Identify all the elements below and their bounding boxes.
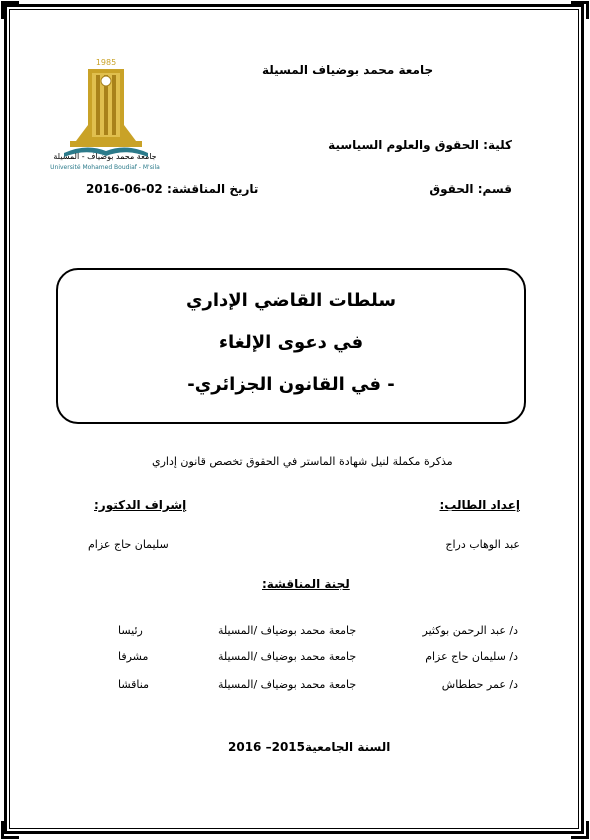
- student-name: عبد الوهاب دراج: [445, 538, 520, 551]
- committee-member-name: د/ عبد الرحمن بوكثير: [422, 624, 518, 637]
- supervisor-name: سليمان حاج عزام: [88, 538, 169, 551]
- committee-title: لجنة المناقشة:: [262, 577, 350, 591]
- title-line-2: في دعوى الإلغاء: [218, 332, 364, 353]
- student-label: إعداد الطالب:: [439, 498, 520, 512]
- committee-member-name: د/ عمر حططاش: [441, 678, 518, 691]
- thesis-subtitle: مذكرة مكملة لنيل شهادة الماستر في الحقوق تخصص قانون إداري: [152, 455, 453, 468]
- academic-year: السنة الجامعية2015– 2016: [228, 740, 391, 754]
- university-logo: [46, 55, 166, 180]
- title-line-3: - في القانون الجزائري-: [187, 374, 395, 395]
- faculty-name: كلية: الحقوق والعلوم السياسية: [328, 138, 512, 152]
- university-name: جامعة محمد بوضياف المسيلة: [262, 63, 434, 77]
- corner-ornament: [1, 821, 19, 839]
- committee-member-role: مشرفا: [118, 650, 149, 663]
- title-box: [56, 268, 526, 424]
- logo-caption-ar: جامعة محمد بوضياف - المسيلة: [53, 152, 157, 161]
- corner-ornament: [571, 821, 589, 839]
- committee-member-name: د/ سليمان حاج عزام: [425, 650, 518, 663]
- corner-ornament: [571, 1, 589, 19]
- corner-ornament: [1, 1, 19, 19]
- committee-member-institution: جامعة محمد بوضياف /المسيلة: [218, 678, 357, 691]
- logo-year: 1985: [95, 58, 117, 67]
- defense-date: تاريخ المناقشة: 02-06-2016: [86, 182, 259, 196]
- committee-member-role: رئيسا: [118, 624, 143, 637]
- department-name: قسم: الحقوق: [429, 182, 512, 196]
- title-line-1: سلطات القاضي الإداري: [185, 290, 397, 311]
- committee-member-institution: جامعة محمد بوضياف /المسيلة: [218, 650, 357, 663]
- supervisor-label: إشراف الدكتور:: [94, 498, 187, 512]
- committee-member-institution: جامعة محمد بوضياف /المسيلة: [218, 624, 357, 637]
- committee-member-role: مناقشا: [118, 678, 149, 691]
- logo-caption-fr: Université Mohamed Boudiaf - M'sila: [50, 164, 160, 171]
